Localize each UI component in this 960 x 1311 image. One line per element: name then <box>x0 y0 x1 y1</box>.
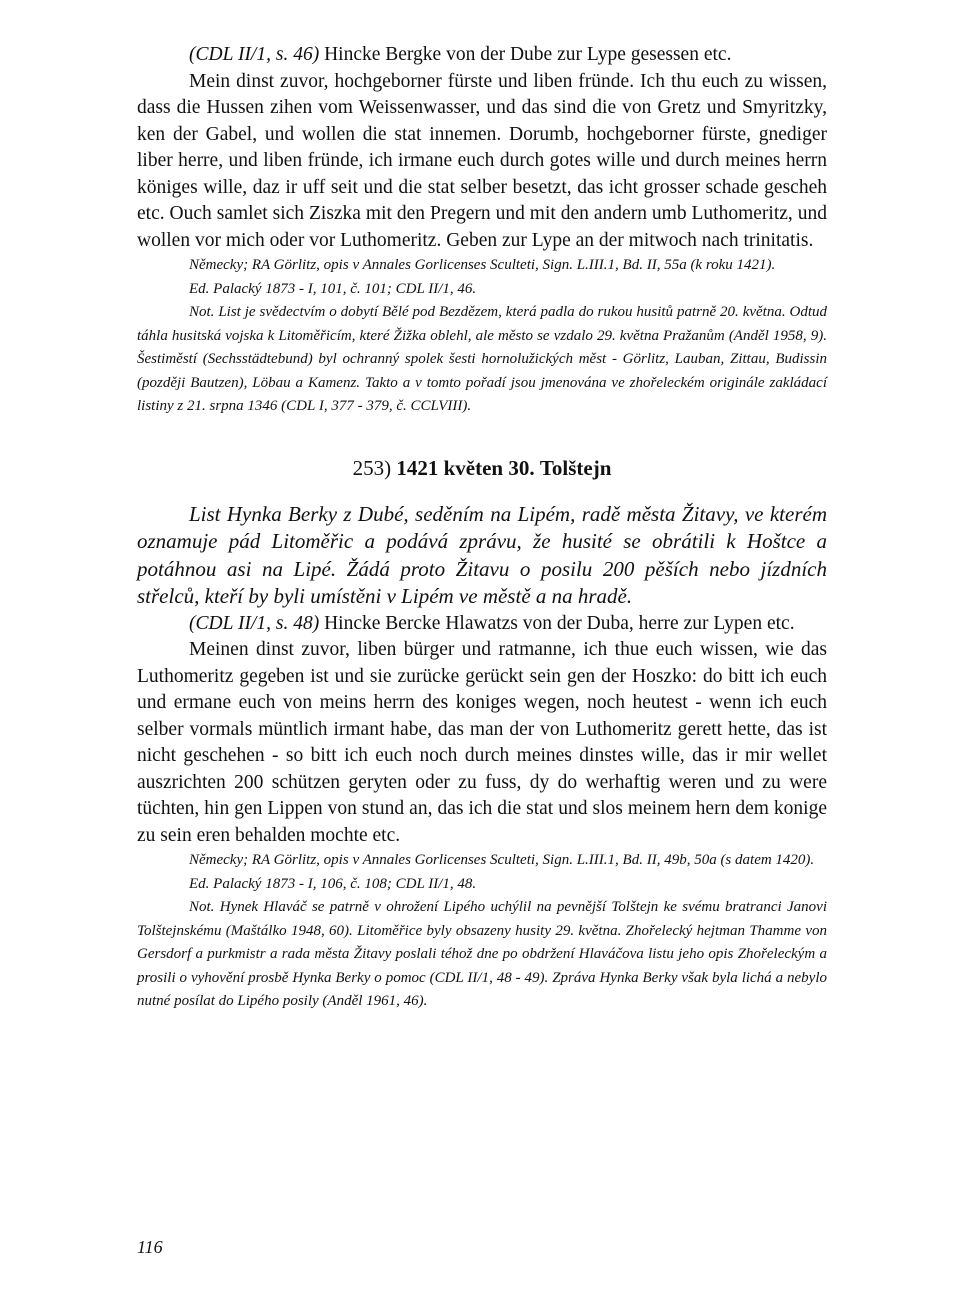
doc1-source-ref: (CDL II/1, s. 46) <box>189 44 320 65</box>
doc2-number: 253) <box>352 455 392 480</box>
doc1-body: Mein dinst zuvor, hochgeborner fürste und liben fründe. Ich thu euch zu wissen, dass die Hussen zihen vom Weissenwasser, und das sind die von Gretz und Smyritzky, ken der Gabel, und wollen die stat innemen. Dorumb, hochgeborner fürste, gnediger liber herre, und liben fründe, ich irmane euch durch gotes wille und durch meines herrn königes wille, daz ir uff seit und die stat selber besetzt, das icht grosser schade gescheh etc. Ouch samlet sich Ziszka mit den Pregern und mit den andern umb Luthomeritz, und wollen vor mich oder vor Luthomeritz. Geben zur Lype an der mitwoch nach trinitatis. <box>137 70 827 251</box>
doc1-archive: Německy; RA Görlitz, opis v Annales Gorlicenses Sculteti, Sign. L.III.1, Bd. II, 55a (k roku 1421). <box>189 257 776 273</box>
doc1-address: Hincke Bergke von der Dube zur Lype gesessen etc. <box>319 44 732 65</box>
doc1-header <box>137 42 827 69</box>
doc2-place: Tolštejn <box>539 455 612 480</box>
doc2-address: Hincke Bercke Hlawatzs von der Duba, herre zur Lypen etc. <box>319 612 795 634</box>
page-number: 116 <box>137 1237 163 1257</box>
doc1-edition: Ed. Palacký 1873 - I, 101, č. 101; CDL II/1, 46. <box>189 280 477 297</box>
doc2-header <box>137 611 827 638</box>
doc2-note: Not. Hynek Hlaváč se patrně v ohrožení Lipého uchýlil na pevnější Tolštejn ke svému bratranci Janovi Tolštejnskému (Maštálko 1948, 60). Litoměřice byly obsazeny husity 29. května. Zhořelecký hejtman Thamme von Gersdorf a purkmistr a rada města Žitavy poslali téhož dne po obdržení Hlaváčova listu jeho opis Zhořeleckým a prosili o vyhovění prosbě Hynka Berky o pomoc (CDL II/1, 48 - 49). Zpráva Hynka Berky však byla lichá a nebylo nutné posílat do Lipého posily (Anděl 1961, 46). <box>137 899 827 1009</box>
doc2-regest: List Hynka Berky z Dubé, seděním na Lipém, radě města Žitavy, ve kterém oznamuje pád Litoměřic a podává zprávu, že husité se obrátili k Hoštce a potáhnou asi na Lipé. Žádá proto Žitavu o posilu 200 pěších nebo jízdních střelců, kteří by byli umístěni v Lipém ve městě a na hradě. <box>137 501 827 608</box>
doc2-edition: Ed. Palacký 1873 - I, 106, č. 108; CDL II/1, 48. <box>189 875 477 892</box>
doc2-date: 1421 květen 30. <box>396 455 535 480</box>
page-content <box>137 42 827 1014</box>
doc2-body: Meinen dinst zuvor, liben bürger und ratmanne, ich thue euch wissen, wie das Luthomeritz gegeben ist und sie zurücke gerückt sein gen der Hoszko: do bitt ich euch und ermane euch von meins herrn des koniges wegen, noch heutest - wenn ich euch selber vormals müntlich irmant habe, das man der von Luthomeritz gerett hette, das ist nicht geschehen - so bitt ich euch noch durch meines dinstes wille, das ir mir wellet auszrichten 200 schützen geryten oder zu fuss, dy do werhaftig weren und zu were tüchten, hin gen Lippen von stund an, das ich die stat und slos meinem hern dem konige zu sein eren behalden mochte etc. <box>137 639 827 846</box>
doc2-archive: Německy; RA Görlitz, opis v Annales Gorlicenses Sculteti, Sign. L.III.1, Bd. II, 49b, 50a (s datem 1420). <box>189 852 815 868</box>
doc2-heading <box>137 453 827 483</box>
doc1-note: Not. List je svědectvím o dobytí Bělé pod Bezdězem, která padla do rukou husitů patrně 20. května. Odtud táhla husitská vojska k Litoměřicím, které Žižka oblehl, ale město se vzdalo 29. května Pražanům (Anděl 1958, 9). Šestiměstí (Sechsstädtebund) byl ochranný spolek šesti hornolužických měst - Görlitz, Lauban, Zittau, Budissin (později Bautzen), Löbau a Kamenz. Takto a v tomto pořadí jsou jmenována ve zhořeleckém originále zakládací listiny z 21. srpna 1346 (CDL I, 377 - 379, č. CCLVIII). <box>137 304 827 414</box>
doc2-source-ref: (CDL II/1, s. 48) <box>189 612 320 634</box>
